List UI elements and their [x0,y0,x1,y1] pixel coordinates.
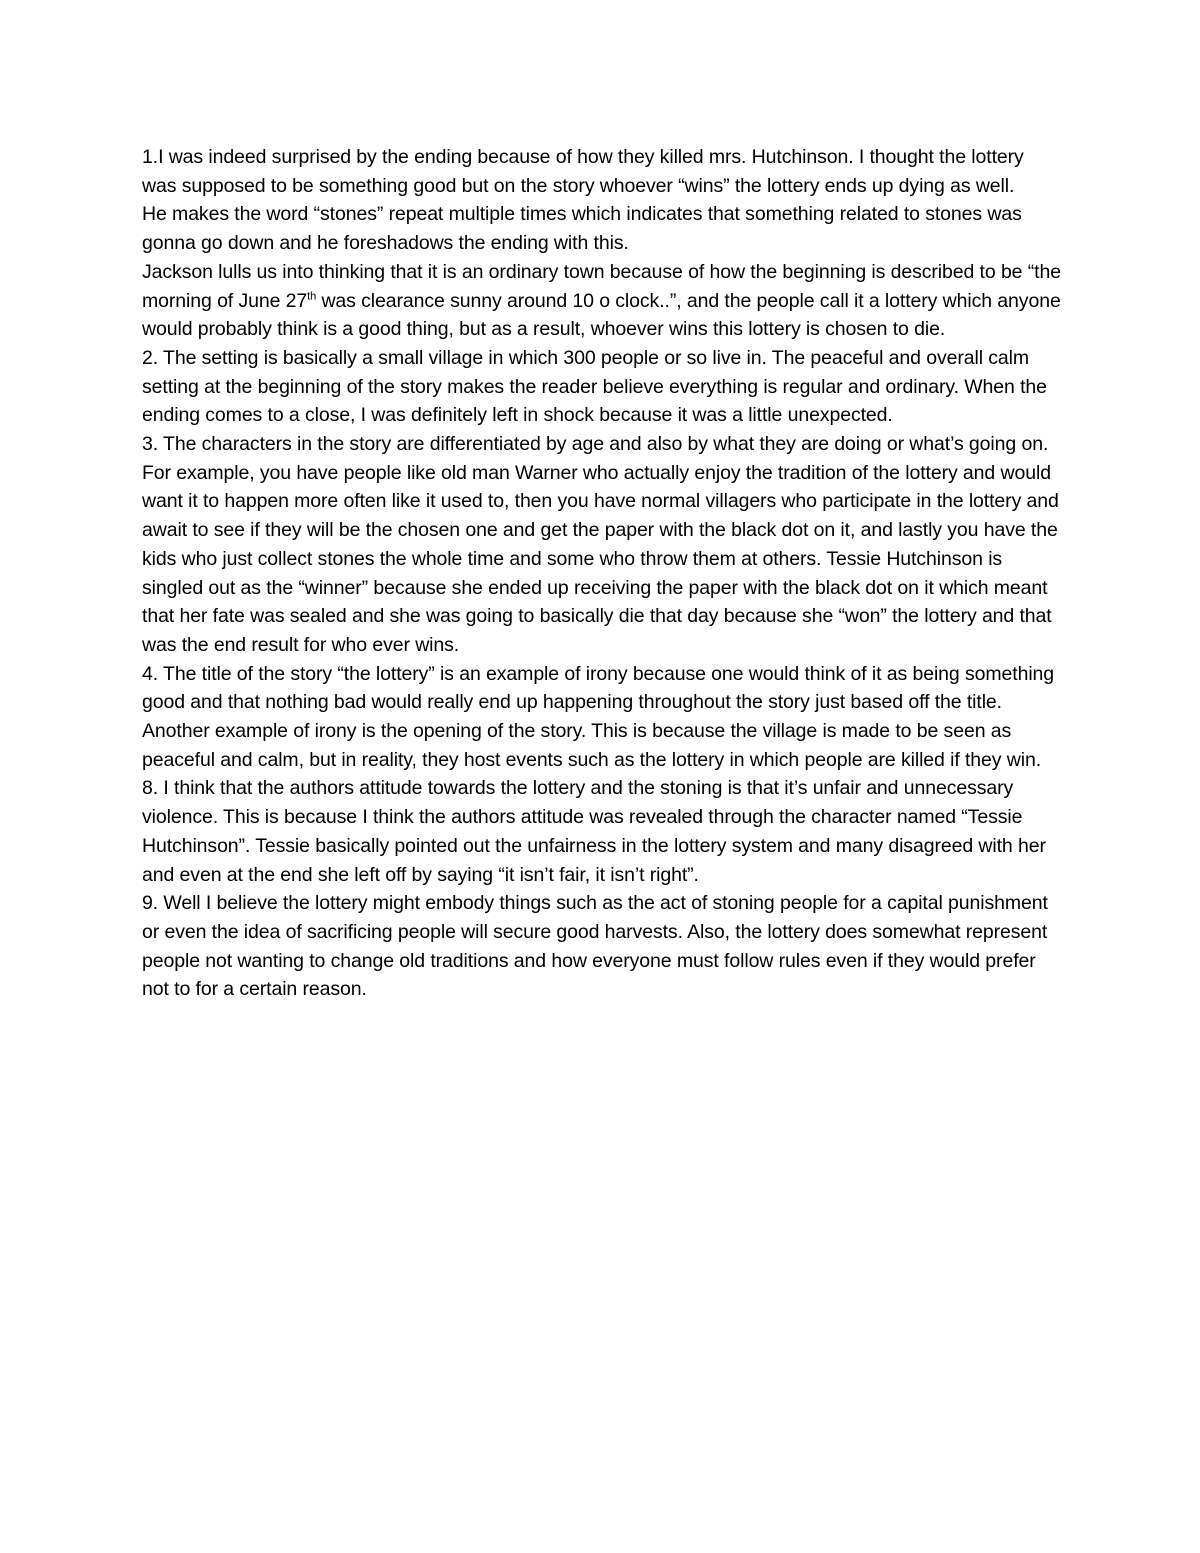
paragraph-text-before-superscript: Jackson lulls us into thinking that it is an ordinary town because of how the beginning is described to be “the morning of June 27 [142,260,1061,312]
paragraph-answer-3: 3. The characters in the story are differentiated by age and also by what they are doing or what’s going on. For example, you have people like old man Warner who actually enjoy the tradition of the lottery and would want it to happen more often like it used to, then you have normal villagers who participate in the lottery and await to see if they will be the chosen one and get the paper with the black dot on it, and lastly you have the kids who just collect stones the whole time and some who throw them at others. Tessie Hutchinson is singled out as the “winner” because she ended up receiving the paper with the black dot on it which meant that her fate was sealed and she was going to basically die that day because she “won” the lottery and that was the end result for who ever wins. [142,433,1059,656]
paragraph-answer-1-foreshadowing: He makes the word “stones” repeat multiple times which indicates that something related to stones was gonna go down and he foreshadows the ending with this. [142,203,1022,255]
paragraph-answer-8: 8. I think that the authors attitude towards the lottery and the stoning is that it’s unfair and unnecessary violence. This is because I think the authors attitude was revealed through the character named “Tessie Hutchinson”. Tessie basically pointed out the unfairness in the lottery system and many disagreed with her and even at the end she left off by saying “it isn’t fair, it isn’t right”. [142,777,1046,886]
paragraph-answer-4: 4. The title of the story “the lottery” is an example of irony because one would think of it as being something good and that nothing bad would really end up happening throughout the story just based off the title. Another example of irony is the opening of the story. This is because the village is made to be seen as peaceful and calm, but in reality, they host events such as the lottery in which people are killed if they win. [142,662,1055,771]
paragraph-text-after-superscript: was clearance sunny around 10 o clock..”, and the people call it a lottery which anyone would probably think is a good thing, but as a result, whoever wins this lottery is chosen to die. [142,289,1061,341]
paragraph-answer-9: 9. Well I believe the lottery might embody things such as the act of stoning people for a capital punishment or even the idea of sacrificing people will secure good harvests. Also, the lottery does somewhat represent people not wanting to change old traditions and how everyone must follow rules even if they would prefer not to for a certain reason. [142,892,1048,1001]
ordinal-superscript: th [307,290,317,303]
paragraph-answer-1: 1.I was indeed surprised by the ending because of how they killed mrs. Hutchinson. I thought the lottery was supposed to be something good but on the story whoever “wins” the lottery ends up dying as well. [142,146,1024,197]
paragraph-answer-2: 2. The setting is basically a small village in which 300 people or so live in. The peaceful and overall calm setting at the beginning of the story makes the reader believe everything is regular and ordinary. When the ending comes to a close, I was definitely left in shock because it was a little unexpected. [142,346,1047,427]
paragraph-answer-1-ordinary-town [142,258,1062,344]
document-body [142,143,1062,1004]
